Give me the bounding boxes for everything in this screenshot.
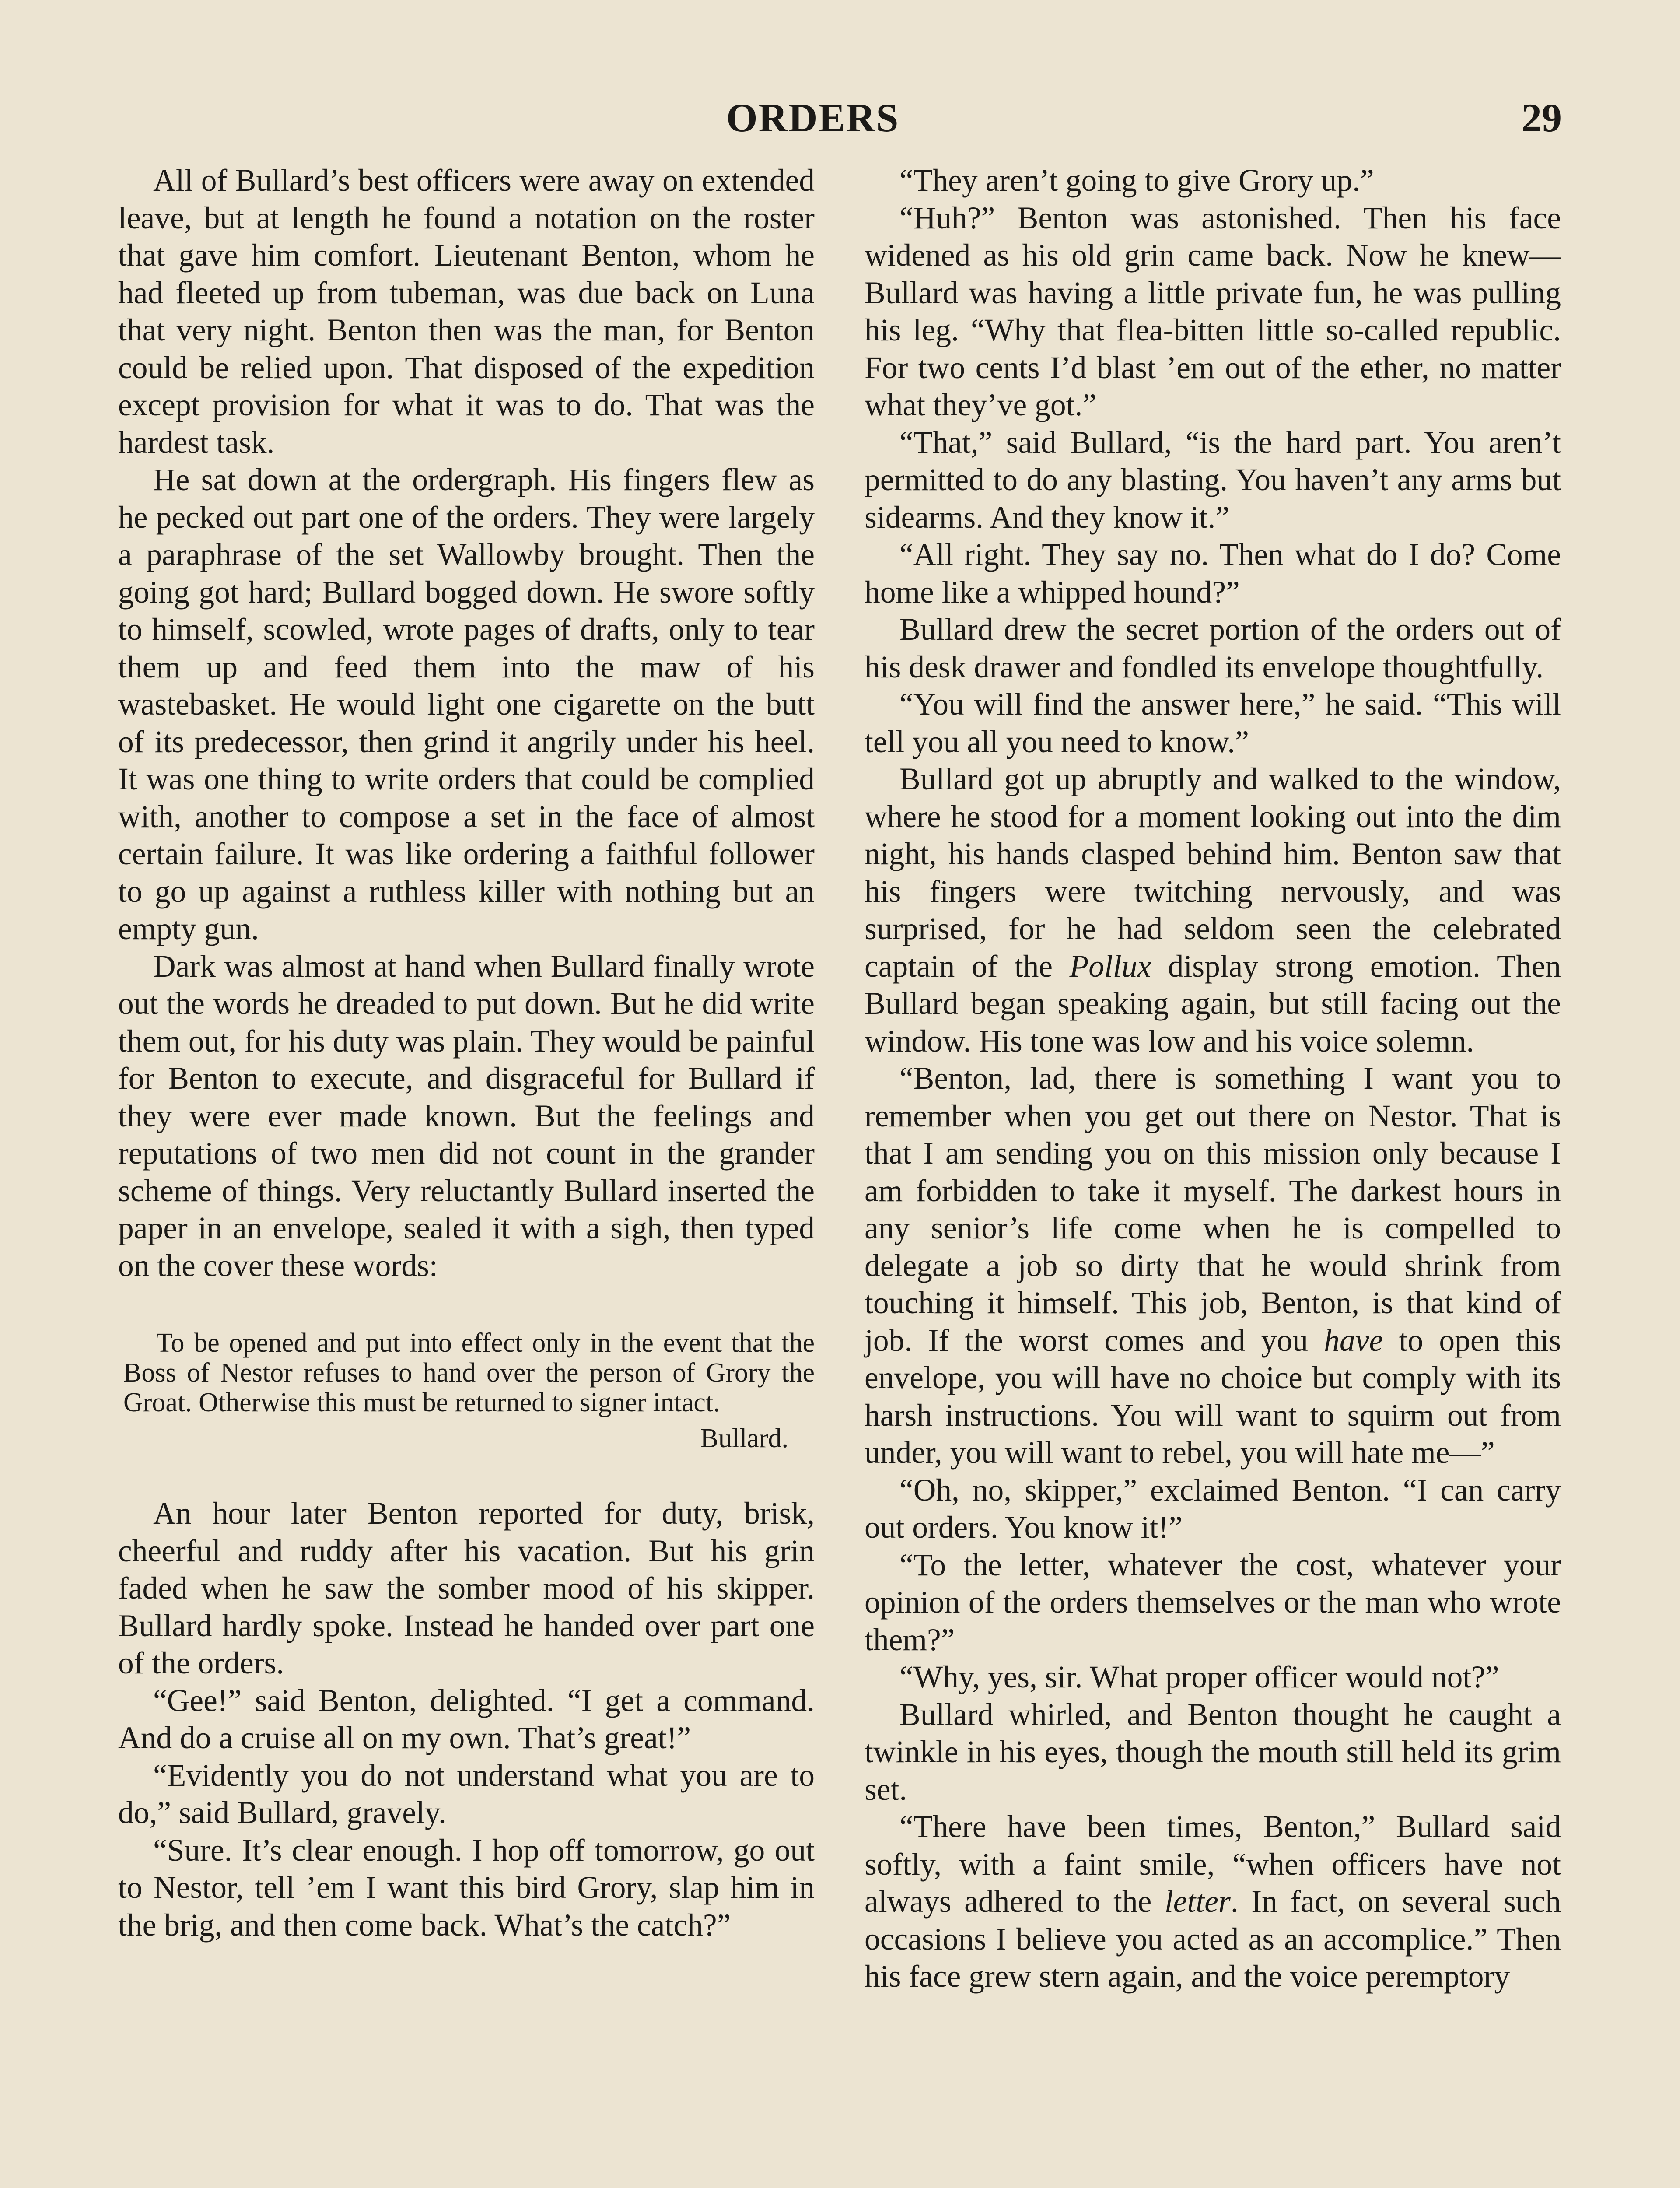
- text-run: to open this envelope, you will have no choice but comply with its harsh instructions. You will want to squirm out from under, you will want to rebel, you will hate me—”: [864, 1323, 1561, 1470]
- emphasis: have: [1324, 1323, 1383, 1358]
- paragraph: “Oh, no, skipper,” exclaimed Benton. “I can carry out orders. You know it!”: [864, 1473, 1561, 1545]
- left-column: [118, 162, 815, 1944]
- notice-signer: Bullard.: [700, 1424, 788, 1453]
- ship-name: Pollux: [1069, 949, 1152, 984]
- paragraph: “Evidently you do not understand what you are to do,” said Bullard, gravely.: [118, 1758, 815, 1830]
- text-run: Bullard got up abruptly and walked to the window, where he stood for a moment looking out into the dim night, his hands clasped behind him. Benton saw that his fingers were twitching nervously, and was surprised, for he had seldom seen the celebrated captain of the: [864, 762, 1561, 984]
- paragraph: “All right. They say no. Then what do I do? Come home like a whipped hound?”: [864, 537, 1561, 610]
- paragraph: Dark was almost at hand when Bullard finally wrote out the words he dreaded to put down. But he did write them out, for his duty was plain. They would be painful for Benton to execute, and disgraceful for Bullard if they were ever made known. But the feelings and reputations of two men did not count in the grander scheme of things. Very reluctantly Bullard inserted the paper in an envelope, sealed it with a sigh, then typed on the cover these words:: [118, 949, 815, 1283]
- page-number: 29: [1522, 95, 1562, 140]
- paragraph: Bullard drew the secret portion of the orders out of his desk drawer and fondled its envelope thoughtfully.: [864, 612, 1561, 684]
- running-head: ORDERS: [726, 95, 900, 140]
- paragraph: “To the letter, whatever the cost, whatever your opinion of the orders themselves or the man who wrote them?”: [864, 1547, 1561, 1657]
- paragraph: “Why, yes, sir. What proper officer would not?”: [900, 1660, 1499, 1694]
- paragraph: All of Bullard’s best officers were away on extended leave, but at length he found a notation on the roster that gave him comfort. Lieutenant Benton, whom he had fleeted up from tubeman, was due back on Luna that very night. Benton then was the man, for Benton could be relied upon. That disposed of the expedition except provision for what it was to do. That was the hardest task.: [118, 163, 815, 460]
- envelope-notice: [123, 1328, 815, 1453]
- page-header: [0, 95, 1680, 151]
- text-run: “Benton, lad, there is something I want you to remember when you get out there on Nestor. That is that I am sending you on this mission only because I am forbidden to take it myself. The darkest hours in any senior’s life come when he is compelled to delegate a job so dirty that he would shrink from touching it himself. This job, Benton, is that kind of job. If the worst comes and you: [864, 1061, 1561, 1358]
- paragraph: [864, 761, 1561, 1060]
- paragraph: “Huh?” Benton was astonished. Then his face widened as his old grin came back. Now he knew—Bullard was having a little private fun, he was pulling his leg. “Why that flea-bitten little so-called republic. For two cents I’d blast ’em out of the ether, no matter what they’ve got.”: [864, 200, 1561, 422]
- notice-text: To be opened and put into effect only in the event that the Boss of Nestor refuses to hand over the person of Grory the Groat. Otherwise this must be returned to signer intact.: [123, 1328, 815, 1417]
- paragraph: He sat down at the ordergraph. His fingers flew as he pecked out part one of the orders. They were largely a paraphrase of the set Wallowby brought. Then the going got hard; Bullard bogged down. He swore softly to himself, scowled, wrote pages of drafts, only to tear them up and feed them into the maw of his wastebasket. He would light one cigarette on the butt of its predecessor, then grind it angrily under his heel. It was one thing to write orders that could be complied with, another to compose a set in the face of almost certain failure. It was like ordering a faithful follower to go up against a ruthless killer with nothing but an empty gun.: [118, 463, 815, 946]
- paragraph: “They aren’t going to give Grory up.”: [900, 163, 1374, 198]
- right-column: [864, 162, 1561, 1995]
- emphasis: letter: [1164, 1884, 1231, 1919]
- paragraph: “You will find the answer here,” he said. “This will tell you all you need to know.”: [864, 687, 1561, 759]
- paragraph: Bullard whirled, and Benton thought he caught a twinkle in his eyes, though the mouth still held its grim set.: [864, 1697, 1561, 1807]
- paragraph: “Sure. It’s clear enough. I hop off tomorrow, go out to Nestor, tell ’em I want this bird Grory, slap him in the brig, and then come back. What’s the catch?”: [118, 1833, 815, 1943]
- paragraph: [864, 1060, 1561, 1472]
- paragraph: [864, 1808, 1561, 1995]
- text-run: . In fact, on several such occasions I believe you acted as an accomplice.” Then his face grew stern again, and the voice peremptory: [864, 1884, 1561, 1994]
- text-run: display strong emotion. Then Bullard began speaking again, but still facing out the window. His tone was low and his voice solemn.: [864, 949, 1561, 1059]
- paragraph: An hour later Benton reported for duty, brisk, cheerful and ruddy after his vacation. But his grin faded when he saw the somber mood of his skipper. Bullard hardly spoke. Instead he handed over part one of the orders.: [118, 1496, 815, 1680]
- paragraph: “Gee!” said Benton, delighted. “I get a command. And do a cruise all on my own. That’s great!”: [118, 1683, 815, 1755]
- text-run: “There have been times, Benton,” Bullard said softly, with a faint smile, “when officers have not always adhered to the: [864, 1809, 1561, 1919]
- paragraph: “That,” said Bullard, “is the hard part. You aren’t permitted to do any blasting. You haven’t any arms but sidearms. And they know it.”: [864, 425, 1561, 535]
